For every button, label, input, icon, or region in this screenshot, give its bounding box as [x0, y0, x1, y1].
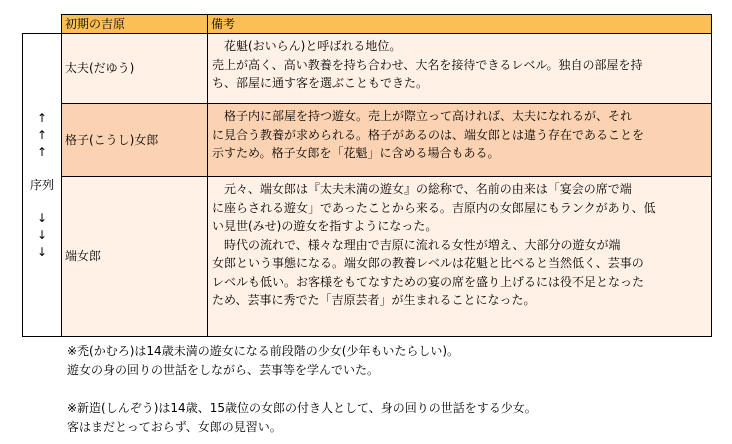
footnote-line: 遊女の身の回りの世話をしながら、芸事等を学んでいた。 — [67, 363, 380, 377]
note-line: 格子内に部屋を持つ遊女。売上が際立って高ければ、太夫になれるが、それ — [212, 109, 633, 123]
up-arrow-icon: ↑ — [36, 127, 48, 142]
down-arrow-icon: ↓ — [36, 244, 48, 259]
footnote-line: 客はまだとっておらず、女郎の見習い。 — [67, 420, 282, 434]
down-arrow-icon: ↓ — [36, 227, 48, 242]
footnote-spacer — [67, 380, 537, 399]
note-line: 花魁(おいらん)と呼ばれる地位。 — [212, 39, 402, 53]
note-line: 示すため。格子女郎を「花魁」に含める場合もある。 — [212, 146, 500, 160]
down-arrow-icon: ↓ — [36, 210, 48, 225]
footnote-line: ※新造(しんぞう)は14歳、15歳位の女郎の付き人として、身の回りの世話をする少女。 — [67, 401, 537, 415]
note-line: に座らされる遊女」であったことから来る。吉原内の女郎屋にもランクがあり、低 — [212, 200, 656, 215]
down-arrows — [23, 210, 61, 261]
table-row — [23, 177, 712, 337]
note-line: 時代の流れで、様々な理由で吉原に流れる女性が増え、大部分の遊女が端 — [212, 237, 621, 252]
header-early-yoshiwara: 初期の吉原 — [62, 15, 208, 34]
rank-name: 太夫(だゆう) — [62, 34, 208, 104]
note-line: ため、芸事に秀でた「吉原芸者」が生まれることになった。 — [212, 293, 536, 307]
note-line: 元々、端女郎は『太夫未満の遊女』の総称で、名前の由来は「宴会の席で端 — [212, 182, 632, 196]
rank-name: 格子(こうし)女郎 — [62, 104, 208, 177]
header-remarks: 備考 — [208, 15, 712, 34]
table-row — [23, 34, 712, 104]
note-line: 女郎という事態になる。端女郎の教養レベルは花魁と比べると当然低く、芸事の — [212, 256, 644, 270]
rank-note — [208, 104, 712, 177]
note-line: レベルも低い。お客様をもてなすための宴の席を盛り上げるには役不足となった — [212, 274, 645, 289]
up-arrows — [23, 110, 61, 161]
order-column — [23, 34, 62, 337]
order-label: 序列 — [29, 177, 54, 192]
rank-name: 端女郎 — [62, 177, 208, 337]
up-arrow-icon: ↑ — [36, 110, 48, 125]
table-header-row — [23, 15, 712, 34]
table-row — [23, 104, 712, 177]
footnotes — [67, 342, 537, 437]
rank-note — [208, 34, 712, 104]
note-line: 売上が高く、高い教養を持ち合わせ、大名を接待できるレベル。独自の部屋を持 — [212, 57, 643, 72]
note-line: ち、部屋に通す客を選ぶこともできた。 — [212, 76, 429, 90]
note-line: い見世(みせ)の遊女を指すようになった。 — [212, 219, 438, 233]
note-line: に見合う教養が求められる。格子があるのは、端女郎とは違う存在であることを — [212, 127, 645, 142]
footnote-line: ※禿(かむろ)は14歳未満の遊女になる前段階の少女(少年もいたらしい)。 — [67, 344, 460, 358]
up-arrow-icon: ↑ — [36, 144, 48, 159]
rank-table — [22, 14, 712, 337]
rank-note — [208, 177, 712, 337]
